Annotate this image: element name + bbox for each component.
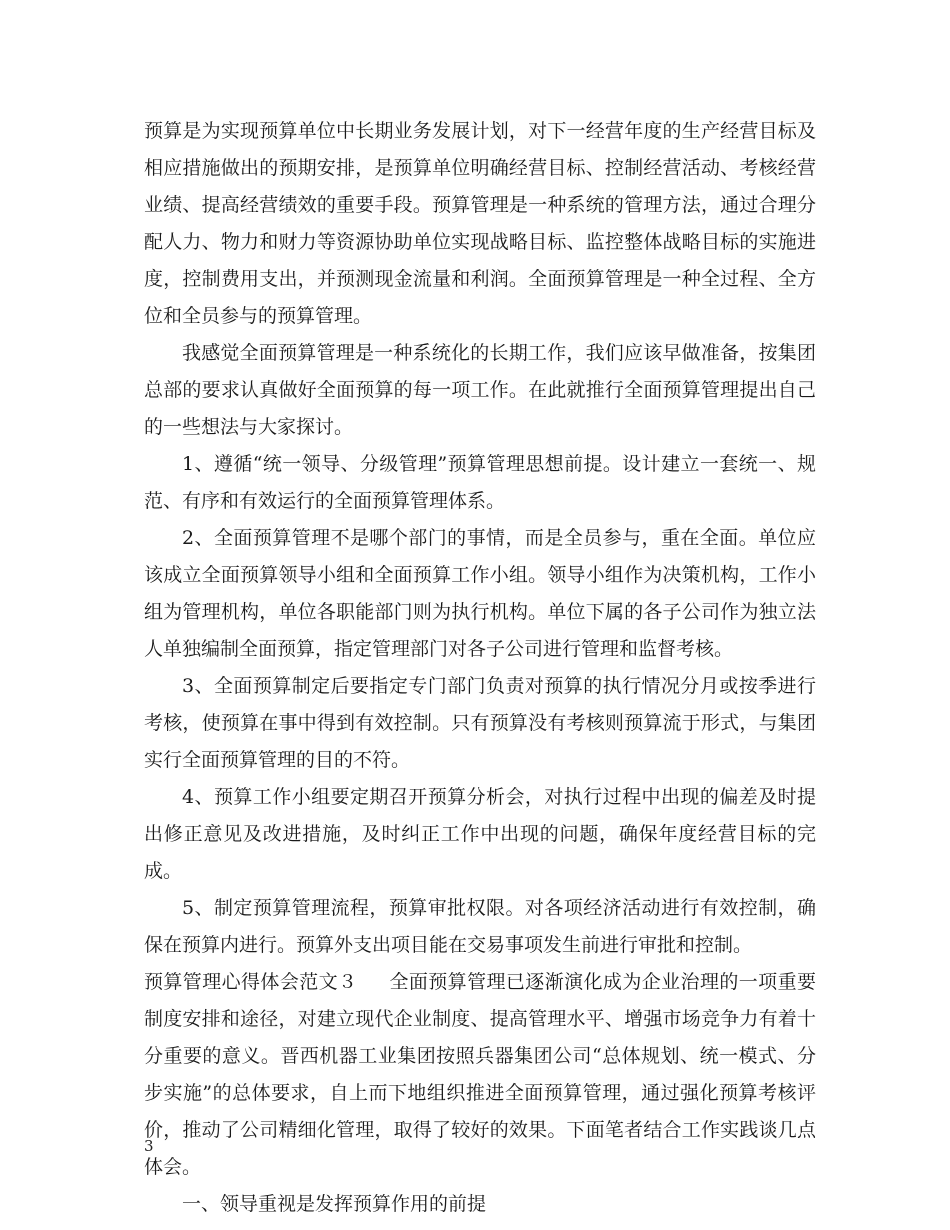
section-text: 全面预算管理已逐渐演化成为企业治理的一项重要制度安排和途径，对建立现代企业制度、提高管理水平、增强市场竞争力有着十分重要的意义。晋西机器工业集团按照兵器集团公司“总体规划、统一模式、分步实施”的总体要求，自上而下地组织推进全面预算管理，通过强化预算考核评价，推动了公司精细化管理，取得了较好的效果。下面笔者结合工作实践谈几点体会。 [144, 971, 816, 1178]
paragraph-opinion: 我感觉全面预算管理是一种系统化的长期工作，我们应该早做准备，按集团总部的要求认真做好全面预算的每一项工作。在此就推行全面预算管理提出自己的一些想法与大家探讨。 [144, 342, 816, 438]
section-heading: 一、领导重视是发挥预算作用的前提 [182, 1193, 487, 1215]
paragraph-point-2: 2、全面预算管理不是哪个部门的事情，而是全员参与，重在全面。单位应该成立全面预算领导小组和全面预算工作小组。领导小组作为决策机构，工作小组为管理机构，单位各职能部门则为执行机构。单位下属的各子公司作为独立法人单独编制全面预算，指定管理部门对各子公司进行管理和监督考核。 [144, 527, 816, 660]
paragraph-point-5: 5、制定预算管理流程，预算审批权限。对各项经济活动进行有效控制，确保在预算内进行。预算外支出项目能在交易事项发生前进行审批和控制。 [144, 897, 816, 956]
paragraph-point-4: 4、预算工作小组要定期召开预算分析会，对执行过程中出现的偏差及时提出修正意见及改进措施，及时纠正工作中出现的问题，确保年度经营目标的完成。 [144, 786, 816, 882]
section-paragraph [144, 964, 816, 1186]
document-body [144, 113, 816, 1223]
paragraph-intro: 预算是为实现预算单位中长期业务发展计划，对下一经营年度的生产经营目标及相应措施做出的预期安排，是预算单位明确经营目标、控制经营活动、考核经营业绩、提高经营绩效的重要手段。预算管理是一种系统的管理方法，通过合理分配人力、物力和财力等资源协助单位实现战略目标、监控整体战略目标的实施进度，控制费用支出，并预测现金流量和利润。全面预算管理是一种全过程、全方位和全员参与的预算管理。 [144, 120, 816, 327]
paragraph-point-1: 1、遵循“统一领导、分级管理”预算管理思想前提。设计建立一套统一、规范、有序和有效运行的全面预算管理体系。 [144, 453, 816, 512]
paragraph-point-3: 3、全面预算制定后要指定专门部门负责对预算的执行情况分月或按季进行考核，使预算在事中得到有效控制。只有预算没有考核则预算流于形式，与集团实行全面预算管理的目的不符。 [144, 675, 816, 771]
section-title: 预算管理心得体会范文３ [144, 971, 358, 993]
page-number: 3 [144, 1137, 154, 1155]
